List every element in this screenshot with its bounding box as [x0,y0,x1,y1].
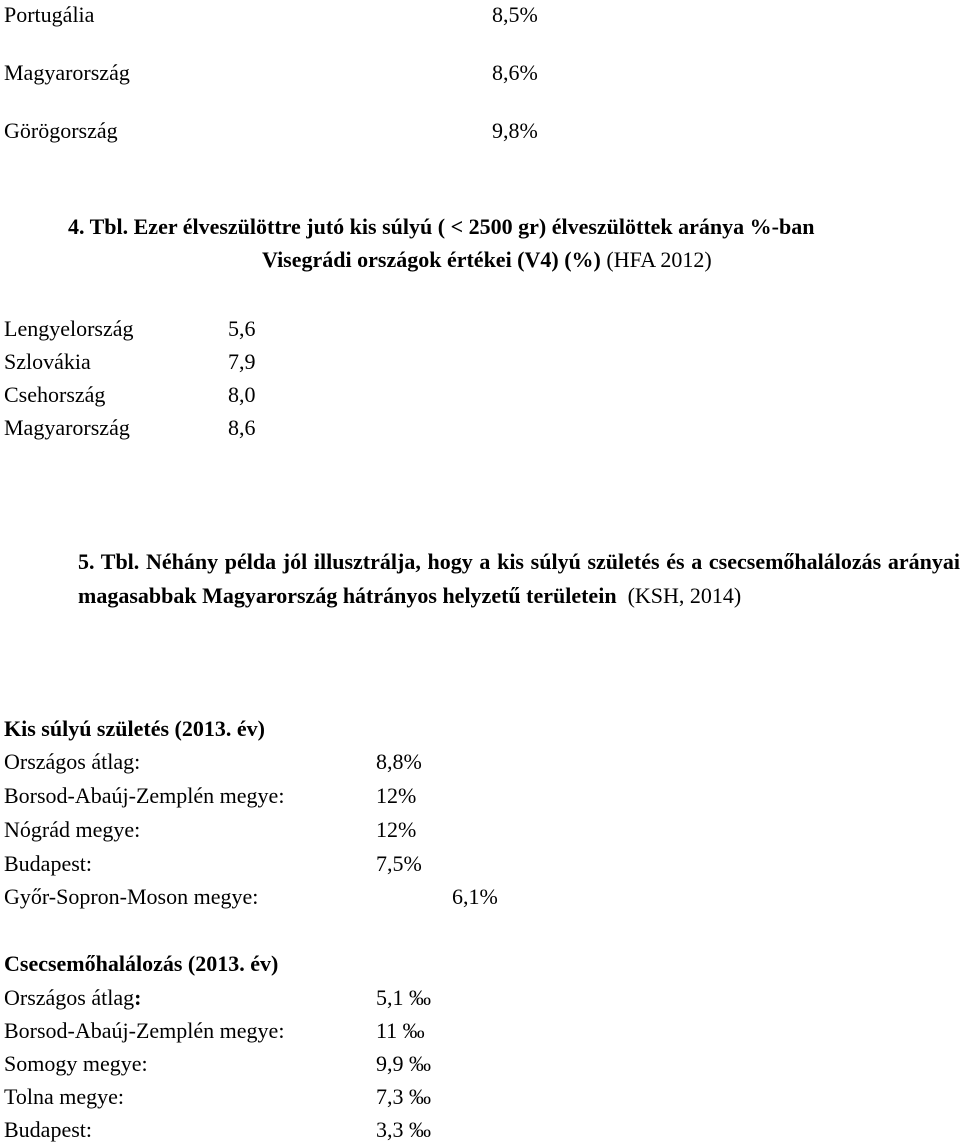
im-label-text: Országos átlag [4,985,135,1010]
table4-value: 8,0 [228,382,256,407]
table4-caption-number: 4. Tbl. [68,214,129,239]
im-value: 7,3 ‰ [376,1084,431,1109]
table4-caption-title: Ezer élveszülöttre jutó kis súlyú ( < 2500 gr) élveszülöttek aránya %-ban [133,214,815,239]
lbw-label: Borsod-Abaúj-Zemplén megye: [4,783,285,808]
list1-country-hungary: Magyarország [4,60,130,85]
lbw-value: 7,5% [376,851,422,876]
table5-caption-title: 5. Tbl. Néhány példa jól illusztrálja, hogy a kis súlyú születés és a csecsemőhalálozás arányai magasabbak Magyarország hátrányos helyzetű területein [78,549,960,608]
infant-mortality-heading: Csecsemőhalálozás (2013. év) [4,951,279,976]
im-value: 9,9 ‰ [376,1051,431,1076]
table5-caption [78,545,960,613]
lbw-label: Budapest: [4,851,92,876]
table4-caption-line1 [68,216,814,238]
table4-country: Magyarország [4,415,130,440]
lbw-label: Győr-Sopron-Moson megye: [4,884,259,909]
im-value: 3,3 ‰ [376,1117,431,1142]
table4-country: Szlovákia [4,349,91,374]
list1-country-portugal: Portugália [4,2,95,27]
lbw-value: 12% [376,783,417,808]
lbw-value: 8,8% [376,749,422,774]
lbw-label: Országos átlag: [4,749,141,774]
table4-caption-line2 [262,249,712,271]
low-birth-weight-heading: Kis súlyú születés (2013. év) [4,716,265,741]
table4-country: Lengyelország [4,316,134,341]
list1-value-hungary: 8,6% [492,60,538,85]
lbw-value: 12% [376,817,417,842]
lbw-label: Nógrád megye: [4,817,141,842]
lbw-value: 6,1% [452,884,498,909]
im-label: Tolna megye: [4,1084,125,1109]
table4-value: 7,9 [228,349,256,374]
list1-value-greece: 9,8% [492,118,538,143]
im-label: Somogy megye: [4,1051,148,1076]
list1-country-greece: Görögország [4,118,118,143]
table4-caption-source: (HFA 2012) [606,247,712,272]
table5-caption-source: (KSH, 2014) [627,583,742,608]
table4-value: 8,6 [228,415,256,440]
im-value: 5,1 ‰ [376,985,431,1010]
im-label-colon: : [134,985,142,1010]
table4-value: 5,6 [228,316,256,341]
im-label [4,987,141,1009]
im-label: Budapest: [4,1117,92,1142]
table4-caption-subtitle: Visegrádi országok értékei (V4) (%) [262,247,601,272]
im-label: Borsod-Abaúj-Zemplén megye: [4,1018,285,1043]
table4-country: Csehország [4,382,106,407]
im-value: 11 ‰ [376,1018,425,1043]
list1-value-portugal: 8,5% [492,2,538,27]
